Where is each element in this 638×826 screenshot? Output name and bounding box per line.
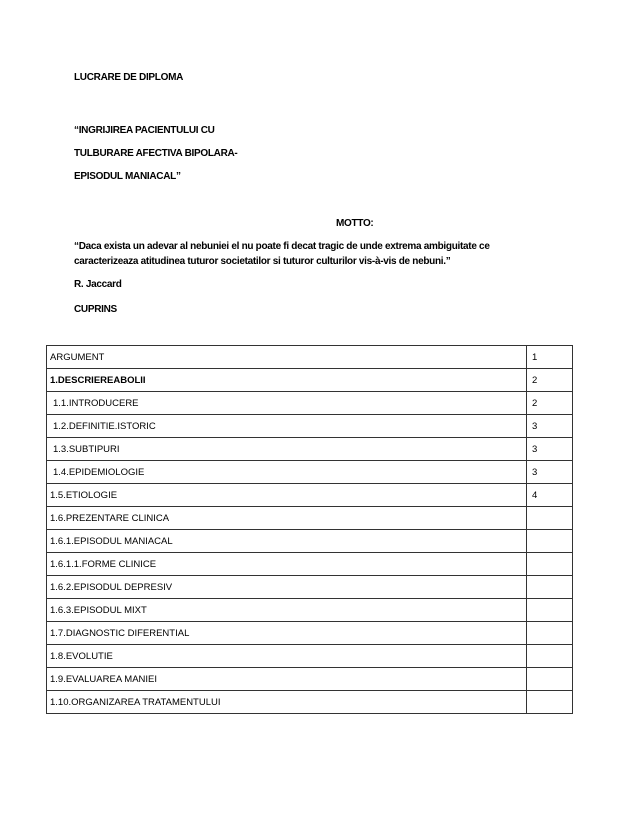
toc-title: 1.6.1.EPISODUL MANIACAL: [47, 530, 527, 553]
toc-title: 1.3.SUBTIPURI: [47, 438, 527, 461]
toc-row: [47, 622, 573, 645]
thesis-title-line-3: EPISODUL MANIACAL”: [74, 171, 181, 182]
toc-title: 1.7.DIAGNOSTIC DIFERENTIAL: [47, 622, 527, 645]
toc-page: [527, 668, 573, 691]
toc-title: 1.9.EVALUAREA MANIEI: [47, 668, 527, 691]
toc-row: [47, 553, 573, 576]
contents-heading: CUPRINS: [74, 304, 117, 315]
toc-row: [47, 576, 573, 599]
toc-page: [527, 553, 573, 576]
toc-title: 1.10.ORGANIZAREA TRATAMENTULUI: [47, 691, 527, 714]
toc-page: 2: [527, 369, 573, 392]
thesis-title-line-2: TULBURARE AFECTIVA BIPOLARA-: [74, 148, 238, 159]
toc-row: [47, 484, 573, 507]
toc-title: 1.6.PREZENTARE CLINICA: [47, 507, 527, 530]
toc-page: [527, 645, 573, 668]
toc-row: [47, 461, 573, 484]
toc-page: [527, 576, 573, 599]
toc-title: 1.DESCRIEREABOLII: [47, 369, 527, 392]
toc-title: 1.4.EPIDEMIOLOGIE: [47, 461, 527, 484]
toc-title: ARGUMENT: [47, 346, 527, 369]
toc-title: 1.6.3.EPISODUL MIXT: [47, 599, 527, 622]
motto-label: MOTTO:: [336, 218, 374, 229]
toc-page: 1: [527, 346, 573, 369]
toc-title: 1.6.2.EPISODUL DEPRESIV: [47, 576, 527, 599]
toc-title: 1.1.INTRODUCERE: [47, 392, 527, 415]
document-title: LUCRARE DE DIPLOMA: [74, 72, 184, 83]
toc-page: [527, 599, 573, 622]
toc-row: [47, 438, 573, 461]
toc-page: 4: [527, 484, 573, 507]
thesis-title-line-1: “INGRIJIREA PACIENTULUI CU: [74, 125, 215, 136]
toc-row: [47, 599, 573, 622]
toc-row: [47, 415, 573, 438]
motto-quote-line-2: caracterizeaza atitudinea tuturor societatilor si tuturor culturilor vis-à-vis de nebuni.”: [74, 256, 451, 267]
toc-page: 2: [527, 392, 573, 415]
motto-author: R. Jaccard: [74, 279, 122, 290]
toc-page: 3: [527, 415, 573, 438]
toc-title: 1.8.EVOLUTIE: [47, 645, 527, 668]
toc-row: [47, 392, 573, 415]
table-of-contents: [46, 345, 573, 714]
toc-title: 1.6.1.1.FORME CLINICE: [47, 553, 527, 576]
toc-page: [527, 622, 573, 645]
toc-row: [47, 507, 573, 530]
toc-row: [47, 369, 573, 392]
toc-page: [527, 530, 573, 553]
toc-page: [527, 507, 573, 530]
toc-title: 1.2.DEFINITIE.ISTORIC: [47, 415, 527, 438]
toc-row: [47, 691, 573, 714]
toc-page: 3: [527, 438, 573, 461]
toc-title: 1.5.ETIOLOGIE: [47, 484, 527, 507]
toc-row: [47, 530, 573, 553]
toc-page: [527, 691, 573, 714]
motto-quote-line-1: “Daca exista un adevar al nebuniei el nu poate fi decat tragic de unde extrema ambiguitate ce: [74, 241, 490, 252]
toc-row: [47, 645, 573, 668]
toc-row: [47, 668, 573, 691]
toc-row: [47, 346, 573, 369]
toc-page: 3: [527, 461, 573, 484]
